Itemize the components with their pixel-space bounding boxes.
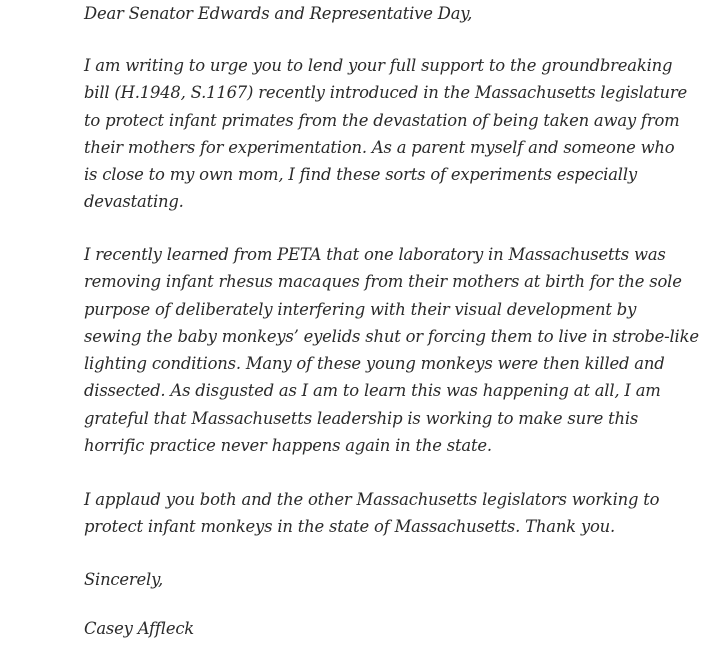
paragraph-line: lighting conditions. Many of these young monkeys were then killed and: [84, 354, 665, 374]
signature: Casey Affleck: [84, 619, 195, 638]
paragraph-line: their mothers for experimentation. As a parent myself and someone who: [84, 137, 675, 157]
paragraph-line: I recently learned from PETA that one laboratory in Massachusetts was: [84, 245, 666, 264]
paragraph-line: devastating.: [84, 192, 184, 212]
paragraph-line: to protect infant primates from the devastation of being taken away from: [84, 110, 680, 130]
paragraph-line: protect infant monkeys in the state of Massachusetts. Thank you.: [84, 517, 616, 537]
paragraph-1: [84, 52, 687, 216]
paragraph-line: grateful that Massachusetts leadership is working to make sure this: [84, 408, 639, 428]
paragraph-line: horrific practice never happens again in the state.: [84, 436, 492, 456]
paragraph-line: I applaud you both and the other Massachusetts legislators working to: [84, 490, 660, 509]
paragraph-line: purpose of deliberately interfering with their visual development by: [84, 299, 637, 319]
paragraph-line: bill (H.1948, S.1167) recently introduced in the Massachusetts legislature: [84, 83, 688, 103]
paragraph-line: is close to my own mom, I find these sorts of experiments especially: [84, 165, 637, 185]
paragraph-line: dissected. As disgusted as I am to learn this was happening at all, I am: [84, 381, 661, 401]
paragraph-3: [84, 486, 659, 541]
paragraph-line: removing infant rhesus macaques from their mothers at birth for the sole: [84, 272, 682, 292]
closing: Sincerely,: [84, 570, 163, 589]
salutation: Dear Senator Edwards and Representative Day,: [84, 4, 473, 23]
paragraph-line: I am writing to urge you to lend your full support to the groundbreaking: [84, 56, 673, 75]
paragraph-line: sewing the baby monkeys’ eyelids shut or forcing them to live in strobe-like: [84, 326, 699, 346]
paragraph-2: [84, 241, 699, 459]
